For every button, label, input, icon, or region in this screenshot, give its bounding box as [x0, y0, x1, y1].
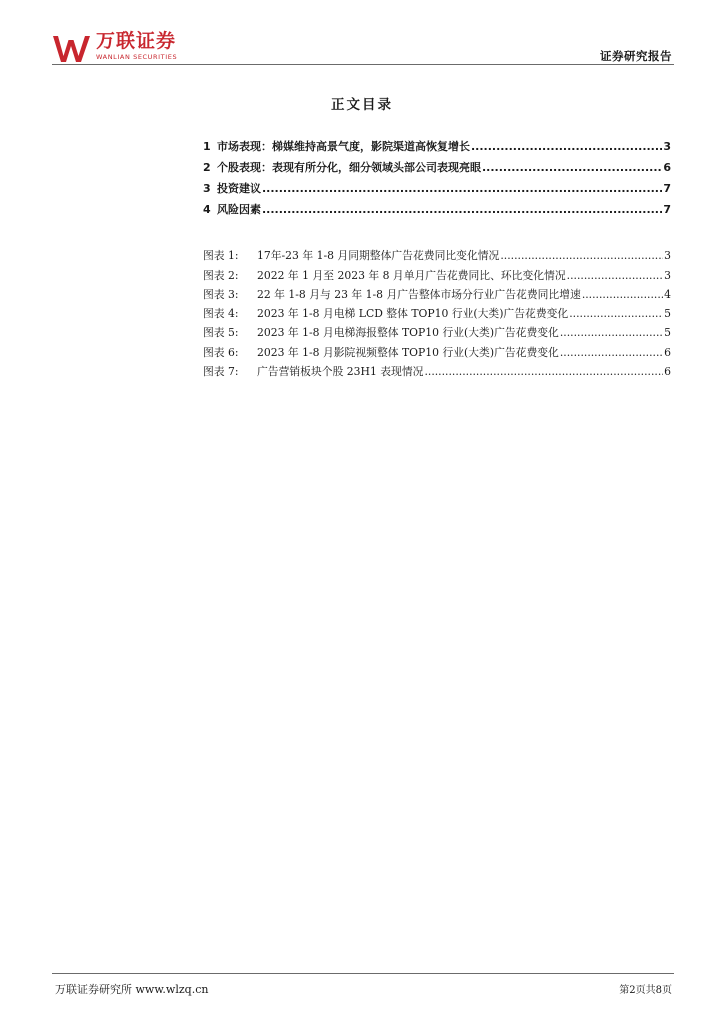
toc-item-title: 市场表现：梯媒维持高景气度，影院渠道高恢复增长 — [217, 140, 470, 153]
figure-label: 图表 7: — [203, 365, 239, 379]
toc-item-number: 3 — [203, 182, 211, 195]
figure-title: 17年-23 年 1-8 月同期整体广告花费同比变化情况 — [257, 249, 500, 263]
figure-page: 5 — [664, 326, 671, 340]
toc-item-number: 2 — [203, 161, 211, 174]
toc-list — [203, 133, 671, 217]
toc-item-page: 3 — [663, 140, 671, 153]
figure-item[interactable] — [203, 320, 671, 339]
logo-text-en: WANLIAN SECURITIES — [96, 53, 178, 61]
leader-dots — [560, 346, 663, 359]
header-divider — [52, 64, 674, 65]
figure-title: 广告营销板块个股 23H1 表现情况 — [257, 365, 424, 379]
leader-dots — [567, 269, 663, 282]
leader-dots — [482, 161, 662, 175]
page-header — [52, 22, 674, 64]
figure-page: 5 — [664, 307, 671, 321]
figure-title: 2023 年 1-8 月电梯 LCD 整体 TOP10 行业(大类)广告花费变化 — [257, 307, 569, 321]
figure-label: 图表 2: — [203, 268, 239, 282]
leader-dots — [500, 249, 663, 262]
figure-item[interactable] — [203, 262, 671, 281]
footer-source: 万联证券研究所 www.wlzq.cn — [55, 983, 209, 996]
wanlian-logo-icon — [52, 34, 92, 64]
figure-page: 3 — [664, 268, 671, 282]
toc-item-page: 7 — [663, 182, 671, 195]
toc-item-title: 个股表现：表现有所分化，细分领域头部公司表现亮眼 — [217, 161, 481, 174]
page-number: 第2页共8页 — [619, 985, 672, 996]
figure-item[interactable] — [203, 301, 671, 320]
toc-item-title: 投资建议 — [217, 182, 261, 195]
figure-list — [203, 243, 671, 378]
figure-item[interactable] — [203, 282, 671, 301]
leader-dots — [560, 326, 663, 339]
doc-type-label: 证券研究报告 — [600, 49, 672, 63]
toc-item-page: 6 — [663, 161, 671, 174]
figure-title: 2023 年 1-8 月影院视频整体 TOP10 行业(大类)广告花费变化 — [257, 345, 559, 359]
figure-page: 6 — [664, 345, 671, 359]
leader-dots — [471, 140, 662, 154]
toc-item-title: 风险因素 — [217, 203, 261, 216]
figure-label: 图表 3: — [203, 287, 239, 301]
leader-dots — [582, 288, 663, 301]
figure-page: 6 — [664, 365, 671, 379]
figure-label: 图表 4: — [203, 307, 239, 321]
leader-dots — [569, 307, 663, 320]
toc-item-page: 7 — [663, 203, 671, 216]
toc-item-number: 1 — [203, 140, 211, 153]
footer-divider — [52, 973, 674, 974]
figure-page: 4 — [664, 287, 671, 301]
figure-item[interactable] — [203, 359, 671, 378]
figure-label: 图表 5: — [203, 326, 239, 340]
figure-title: 2023 年 1-8 月电梯海报整体 TOP10 行业(大类)广告花费变化 — [257, 326, 559, 340]
figure-page: 3 — [664, 249, 671, 263]
toc-title: 正文目录 — [331, 97, 393, 113]
leader-dots — [262, 203, 662, 217]
figure-title: 2022 年 1 月至 2023 年 8 月单月广告花费同比、环比变化情况 — [257, 268, 566, 282]
toc-item[interactable] — [203, 154, 671, 175]
figure-item[interactable] — [203, 339, 671, 358]
figure-label: 图表 6: — [203, 345, 239, 359]
logo-text-cn: 万联证券 — [96, 30, 177, 52]
toc-item[interactable] — [203, 196, 671, 217]
toc-item-number: 4 — [203, 203, 211, 216]
figure-item[interactable] — [203, 243, 671, 262]
leader-dots — [424, 365, 663, 378]
toc-item[interactable] — [203, 133, 671, 154]
toc-item[interactable] — [203, 175, 671, 196]
leader-dots — [262, 182, 662, 196]
figure-label: 图表 1: — [203, 249, 239, 263]
figure-title: 22 年 1-8 月与 23 年 1-8 月广告整体市场分行业广告花费同比增速 — [257, 287, 581, 301]
